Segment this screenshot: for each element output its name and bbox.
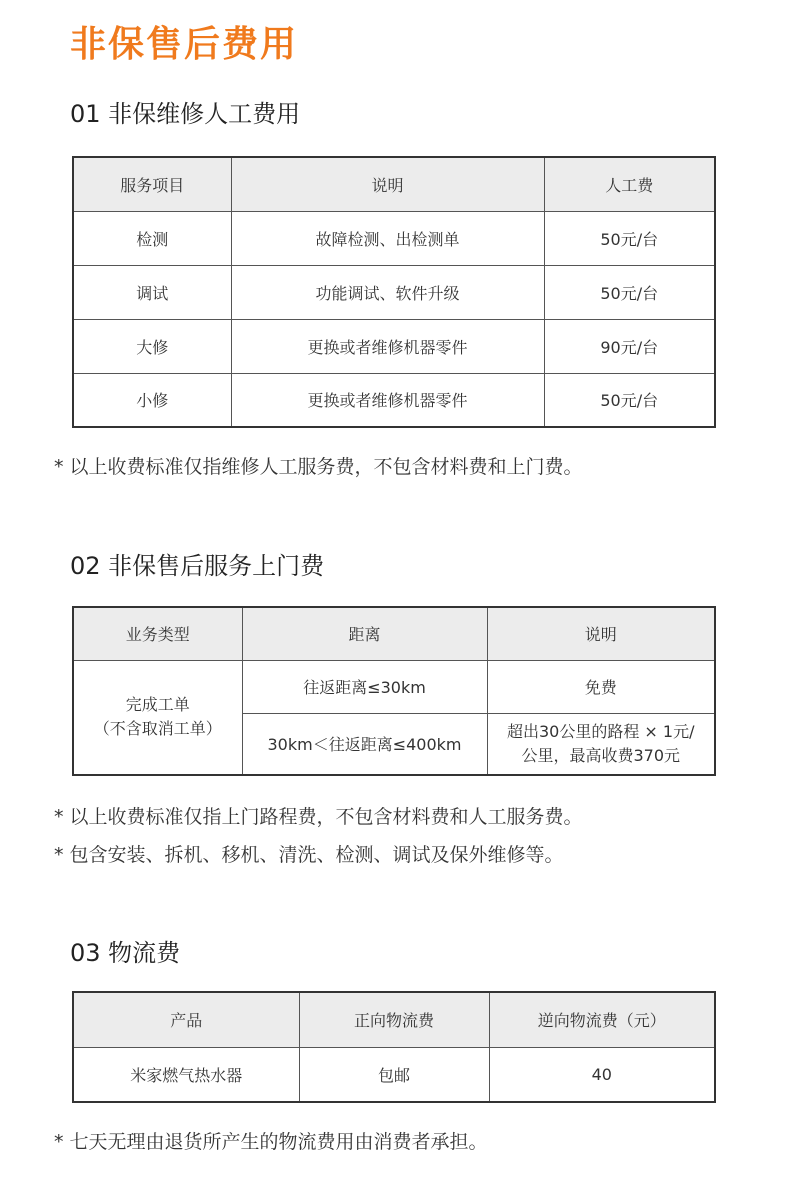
visit-fee-note: * 包含安装、拆机、移机、清洗、检测、调试及保外维修等。 xyxy=(54,844,564,866)
cell-description: 故障检测、出检测单 xyxy=(231,211,544,265)
table-header-row xyxy=(73,992,715,1047)
cell-service: 大修 xyxy=(73,319,231,373)
header-service-item: 服务项目 xyxy=(73,157,231,211)
section-heading-labor: 01 非保维修人工费用 xyxy=(70,100,301,128)
labor-fee-note: * 以上收费标准仅指维修人工服务费，不包含材料费和上门费。 xyxy=(54,456,583,478)
cell-fee: 50元/台 xyxy=(544,373,715,427)
logistics-fee-table xyxy=(72,991,716,1103)
table-row xyxy=(73,265,715,319)
cell-distance: 往返距离≤30km xyxy=(242,660,487,713)
cell-business-type xyxy=(73,660,242,775)
cell-description: 更换或者维修机器零件 xyxy=(231,373,544,427)
cell-distance: 30km＜往返距离≤400km xyxy=(242,713,487,775)
header-business-type: 业务类型 xyxy=(73,607,242,660)
table-row xyxy=(73,211,715,265)
header-reverse-logistics: 逆向物流费（元） xyxy=(489,992,715,1047)
page-title: 非保售后费用 xyxy=(70,24,299,65)
header-description: 说明 xyxy=(231,157,544,211)
table-row xyxy=(73,319,715,373)
visit-fee-note: * 以上收费标准仅指上门路程费，不包含材料费和人工服务费。 xyxy=(54,806,583,828)
cell-reverse-fee: 40 xyxy=(489,1047,715,1102)
cell-description: 免费 xyxy=(487,660,715,713)
cell-description xyxy=(487,713,715,775)
labor-fee-table xyxy=(72,156,716,428)
cell-description: 功能调试、软件升级 xyxy=(231,265,544,319)
description-line1: 超出30公里的路程 × 1元/ xyxy=(506,721,695,741)
table-header-row xyxy=(73,157,715,211)
cell-product: 米家燃气热水器 xyxy=(73,1047,299,1102)
visit-fee-table xyxy=(72,606,716,776)
cell-forward-fee: 包邮 xyxy=(299,1047,489,1102)
business-type-line2: （不含取消工单） xyxy=(93,719,222,739)
header-description: 说明 xyxy=(487,607,715,660)
cell-service: 检测 xyxy=(73,211,231,265)
cell-fee: 50元/台 xyxy=(544,211,715,265)
cell-fee: 90元/台 xyxy=(544,319,715,373)
cell-service: 小修 xyxy=(73,373,231,427)
header-distance: 距离 xyxy=(242,607,487,660)
logistics-fee-note: * 七天无理由退货所产生的物流费用由消费者承担。 xyxy=(54,1131,488,1153)
table-row xyxy=(73,373,715,427)
cell-fee: 50元/台 xyxy=(544,265,715,319)
table-row xyxy=(73,660,715,713)
header-forward-logistics: 正向物流费 xyxy=(299,992,489,1047)
header-labor-fee: 人工费 xyxy=(544,157,715,211)
table-header-row xyxy=(73,607,715,660)
table-row xyxy=(73,1047,715,1102)
section-heading-logistics: 03 物流费 xyxy=(70,939,181,967)
section-heading-visit: 02 非保售后服务上门费 xyxy=(70,552,325,580)
header-product: 产品 xyxy=(73,992,299,1047)
cell-description: 更换或者维修机器零件 xyxy=(231,319,544,373)
business-type-line1: 完成工单 xyxy=(125,695,190,715)
cell-service: 调试 xyxy=(73,265,231,319)
description-line2: 公里，最高收费370元 xyxy=(521,745,681,765)
